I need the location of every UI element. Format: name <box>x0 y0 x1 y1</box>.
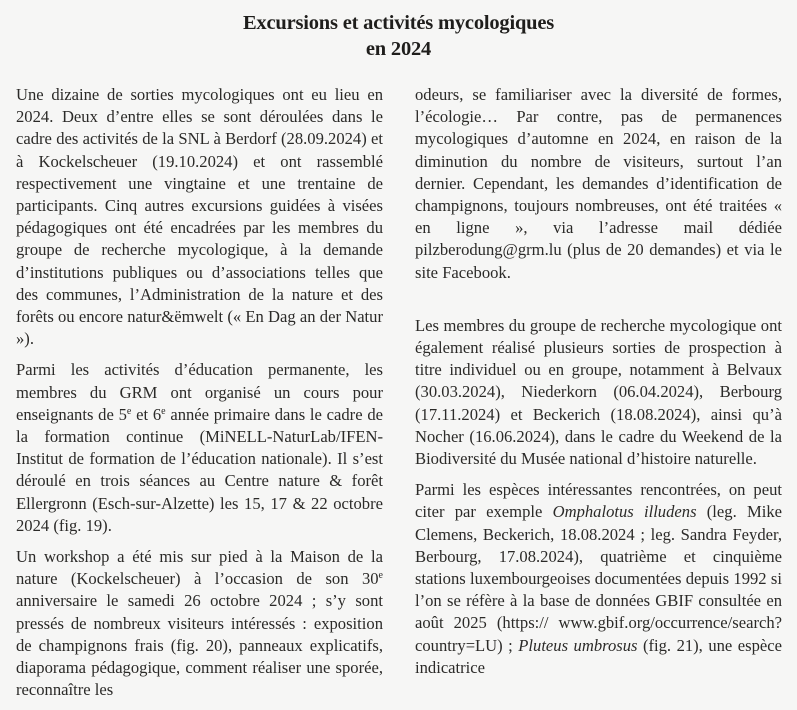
paragraph-workshop <box>16 546 383 701</box>
superscript: e <box>161 405 166 417</box>
paragraph-excursions: Une dizaine de sorties mycologiques ont eu lieu en 2024. Deux d’entre elles se sont déroulées dans le cadre des activités de la SNL à Berdorf (28.09.2024) et à Kockelscheuer (19.10.2024) et ont rassemblé respectivement une vingtaine et une trentaine de participants. Cinq autres excursions guidées à visées pédagogiques ont été encadrées par les membres du groupe de recherche mycologique, à la demande d’institutions publiques ou d’associations telles que des communes, l’Administration de la nature et des forêts ou encore natur&ëmwelt (« En Dag an der Natur »). <box>16 85 383 349</box>
text-segment: et 6 <box>131 404 162 424</box>
paragraph-workshop-continued: odeurs, se familiariser avec la diversité de formes, l’écologie… Par contre, pas de permanences mycologiques d’automne en 2024, en raison de la diminution du nombre de visiteurs, surtout l’an dernier. Cependant, les demandes d’identification de champignons, toujours nombreuses, ont été traitées « en ligne », via l’adresse mail dédiée pilzberodung@grm.lu (plus de 20 demandes) et via le site Facebook. <box>415 85 782 282</box>
text-segment: Parmi les activités d’éducation permanente, les membres du GRM ont organisé un cours pour enseignants de 5 <box>16 360 383 424</box>
paragraph-prospection: Les membres du groupe de recherche mycologique ont également réalisé plusieurs sorties de prospection à titre individuel ou en groupe, notamment à Belvaux (30.03.2024), Niederkorn (06.04.2024), Berbourg (17.11.2024) et Beckerich (18.08.2024), ainsi qu’à Nocher (16.06.2024), dans le cadre du Weekend de la Biodiversité du Musée national d’histoire naturelle. <box>415 315 782 469</box>
species-name: Pluteus umbrosus <box>518 635 638 655</box>
species-name: Omphalotus illudens <box>552 502 697 522</box>
left-column <box>16 84 383 710</box>
right-column <box>415 84 782 688</box>
text-segment: Parmi les espèces intéressantes rencontrées, on peut citer par exemple <box>415 480 782 522</box>
title-line-2: en 2024 <box>365 38 432 60</box>
paragraph-spacer <box>415 293 782 315</box>
superscript: e <box>126 405 132 417</box>
paragraph-species <box>415 479 782 679</box>
text-segment: année primaire dans le cadre de la formation continue (MiNELL-NaturLab/IFEN-Institut de formation de l’éducation nationale). Il s’est déroulé en trois séances au Centre nature & forêt Ellergronn (Esch-sur-Alzette) les 15, 17 & 22 octobre 2024 (fig. 19). <box>16 404 383 535</box>
text-segment: Un workshop a été mis sur pied à la Maison de la nature (Kockelscheuer) à l’occasion de son 30 <box>16 547 383 589</box>
text-segment: (leg. Mike Clemens, Beckerich, 18.08.2024 ; leg. Sandra Feyder, Berbourg, 17.08.2024), quatrième et cinquième stations luxembourgeoises documentées depuis 1992 si l’on se réfère à la base de données GBIF consultée en août 2025 (https:// www.gbif.org/occurrence/search?country=LU) ; <box>415 502 782 655</box>
article-title <box>0 10 797 62</box>
paragraph-education <box>16 359 383 537</box>
text-segment: anniversaire le samedi 26 octobre 2024 ; s’y sont pressés de nombreux visiteurs intéressés : exposition de champignons frais (fig. 20), panneaux explicatifs, diaporama pédagogique, comment réaliser une sporée, reconnaître les <box>16 591 383 700</box>
text-segment: (fig. 21), une espèce indicatrice <box>415 635 782 677</box>
superscript: e <box>378 570 383 582</box>
title-line-1: Excursions et activités mycologiques <box>242 12 555 34</box>
